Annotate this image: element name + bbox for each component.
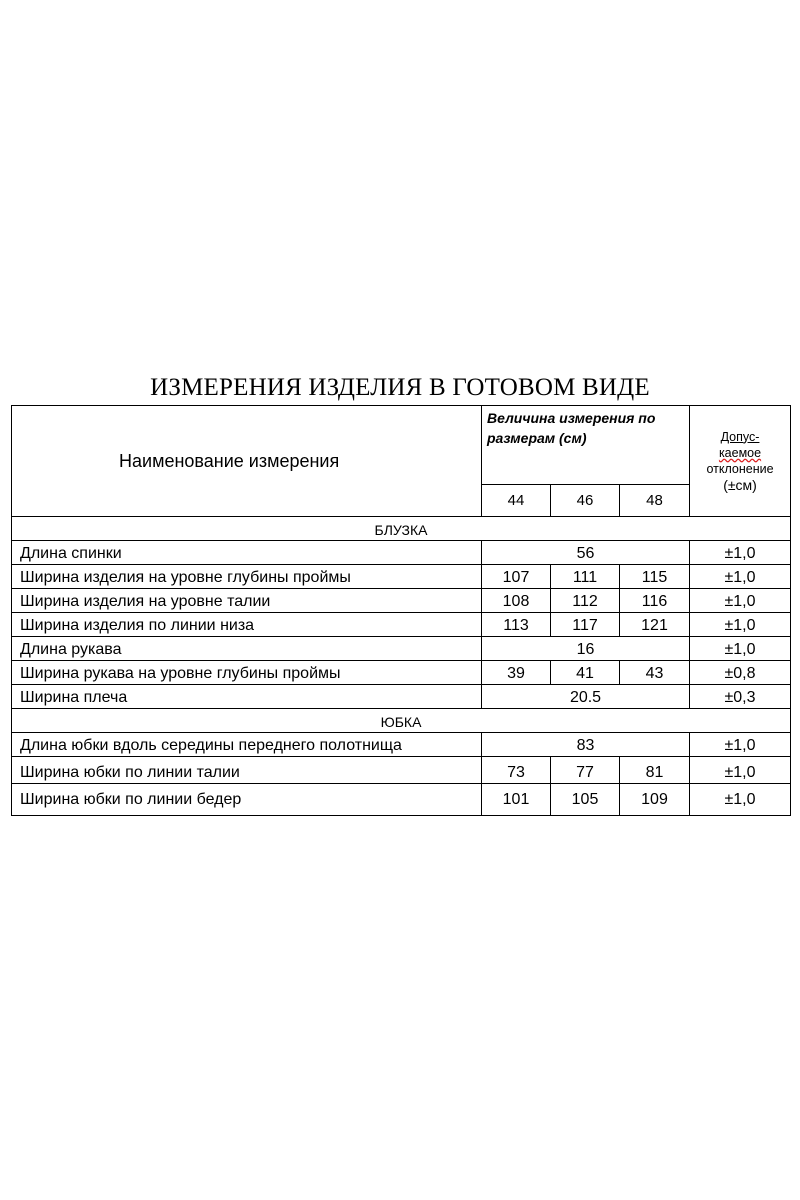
row-value-46: 111 [551, 565, 620, 589]
row-tolerance: ±1,0 [690, 541, 791, 565]
row-tolerance: ±1,0 [690, 565, 791, 589]
section-blouse: БЛУЗКА [12, 517, 791, 541]
row-name: Длина рукава [12, 637, 482, 661]
row-name: Ширина изделия на уровне талии [12, 589, 482, 613]
row-tolerance: ±1,0 [690, 784, 791, 816]
row-value-48: 109 [620, 784, 690, 816]
row-tolerance: ±0,3 [690, 685, 791, 709]
row-tolerance: ±1,0 [690, 589, 791, 613]
document-title: ИЗМЕРЕНИЯ ИЗДЕЛИЯ В ГОТОВОМ ВИДЕ [150, 374, 650, 401]
table-row [12, 565, 791, 589]
row-value-46: 77 [551, 757, 620, 784]
size-48: 48 [620, 485, 690, 517]
row-value-merged: 83 [482, 733, 690, 757]
row-value-44: 108 [482, 589, 551, 613]
row-name: Длина спинки [12, 541, 482, 565]
table-row [12, 685, 791, 709]
table-row [12, 784, 791, 816]
row-value-48: 43 [620, 661, 690, 685]
row-tolerance: ±1,0 [690, 733, 791, 757]
table-row [12, 541, 791, 565]
row-tolerance: ±0,8 [690, 661, 791, 685]
row-name: Ширина юбки по линии бедер [12, 784, 482, 816]
tolerance-line-4: (±см) [723, 476, 757, 493]
row-name: Ширина юбки по линии талии [12, 757, 482, 784]
row-value-46: 105 [551, 784, 620, 816]
row-name: Ширина плеча [12, 685, 482, 709]
row-value-merged: 16 [482, 637, 690, 661]
row-value-46: 41 [551, 661, 620, 685]
row-value-44: 39 [482, 661, 551, 685]
section-blouse-row [12, 517, 791, 541]
row-name: Ширина изделия по линии низа [12, 613, 482, 637]
table-header-row [12, 406, 791, 485]
section-skirt: ЮБКА [12, 709, 791, 733]
row-value-48: 115 [620, 565, 690, 589]
row-value-44: 107 [482, 565, 551, 589]
table-row [12, 613, 791, 637]
tolerance-line-2: каемое [718, 445, 762, 460]
header-name: Наименование измерения [12, 406, 482, 517]
header-tolerance [690, 406, 791, 517]
table-row [12, 589, 791, 613]
row-value-merged: 56 [482, 541, 690, 565]
header-sizes-group: Величина измерения по размерам (см) [482, 406, 690, 485]
size-46: 46 [551, 485, 620, 517]
measurements-table [11, 405, 791, 816]
table-row [12, 637, 791, 661]
row-value-44: 101 [482, 784, 551, 816]
row-tolerance: ±1,0 [690, 637, 791, 661]
row-value-46: 112 [551, 589, 620, 613]
tolerance-line-3: отклонение [706, 461, 774, 476]
row-name: Ширина рукава на уровне глубины проймы [12, 661, 482, 685]
table-row [12, 757, 791, 784]
section-skirt-row [12, 709, 791, 733]
row-value-48: 121 [620, 613, 690, 637]
row-value-44: 113 [482, 613, 551, 637]
table-row [12, 733, 791, 757]
row-name: Длина юбки вдоль середины переднего полотнища [12, 733, 482, 757]
tolerance-line-1: Допус- [720, 429, 760, 444]
row-value-46: 117 [551, 613, 620, 637]
row-tolerance: ±1,0 [690, 613, 791, 637]
size-44: 44 [482, 485, 551, 517]
row-value-48: 81 [620, 757, 690, 784]
row-value-48: 116 [620, 589, 690, 613]
row-tolerance: ±1,0 [690, 757, 791, 784]
row-value-merged: 20.5 [482, 685, 690, 709]
table-row [12, 661, 791, 685]
row-value-44: 73 [482, 757, 551, 784]
row-name: Ширина изделия на уровне глубины проймы [12, 565, 482, 589]
